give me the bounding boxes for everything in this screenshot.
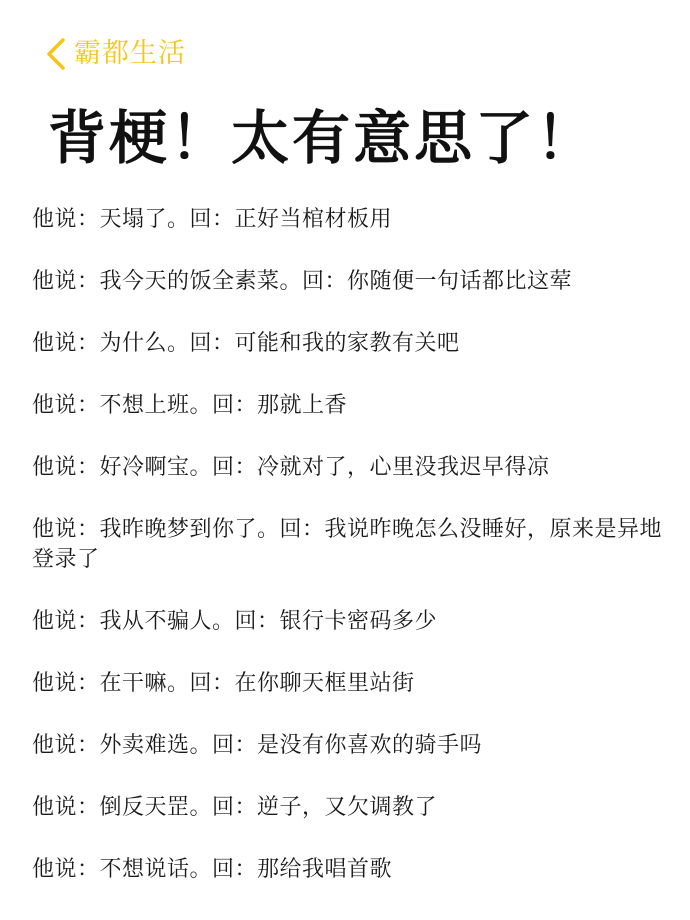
back-nav[interactable] bbox=[44, 34, 186, 74]
list-item: 他说：为什么。回：可能和我的家教有关吧 bbox=[32, 331, 460, 356]
chevron-left-icon[interactable] bbox=[44, 36, 68, 72]
list-item: 他说：我从不骗人。回：银行卡密码多少 bbox=[32, 609, 438, 634]
list-item: 他说：我今天的饭全素菜。回：你随便一句话都比这荤 bbox=[32, 269, 573, 294]
list-item: 他说：好冷啊宝。回：冷就对了，心里没我迟早得凉 bbox=[32, 455, 550, 480]
list-item: 他说：我昨晚梦到你了。回：我说昨晚怎么没睡好，原来是异地登录了 bbox=[32, 517, 663, 572]
joke-list bbox=[32, 205, 666, 917]
list-item: 他说：外卖难选。回：是没有你喜欢的骑手吗 bbox=[32, 733, 483, 758]
list-item: 他说：不想上班。回：那就上香 bbox=[32, 393, 348, 418]
list-item: 他说：倒反天罡。回：逆子，又欠调教了 bbox=[32, 795, 438, 820]
list-item: 他说：在干嘛。回：在你聊天框里站街 bbox=[32, 671, 415, 696]
list-item: 他说：不想说话。回：那给我唱首歌 bbox=[32, 857, 393, 882]
page-title: 背梗！太有意思了！ bbox=[48, 104, 598, 172]
nav-title: 霸都生活 bbox=[74, 38, 186, 69]
list-item: 他说：天塌了。回：正好当棺材板用 bbox=[32, 207, 393, 232]
